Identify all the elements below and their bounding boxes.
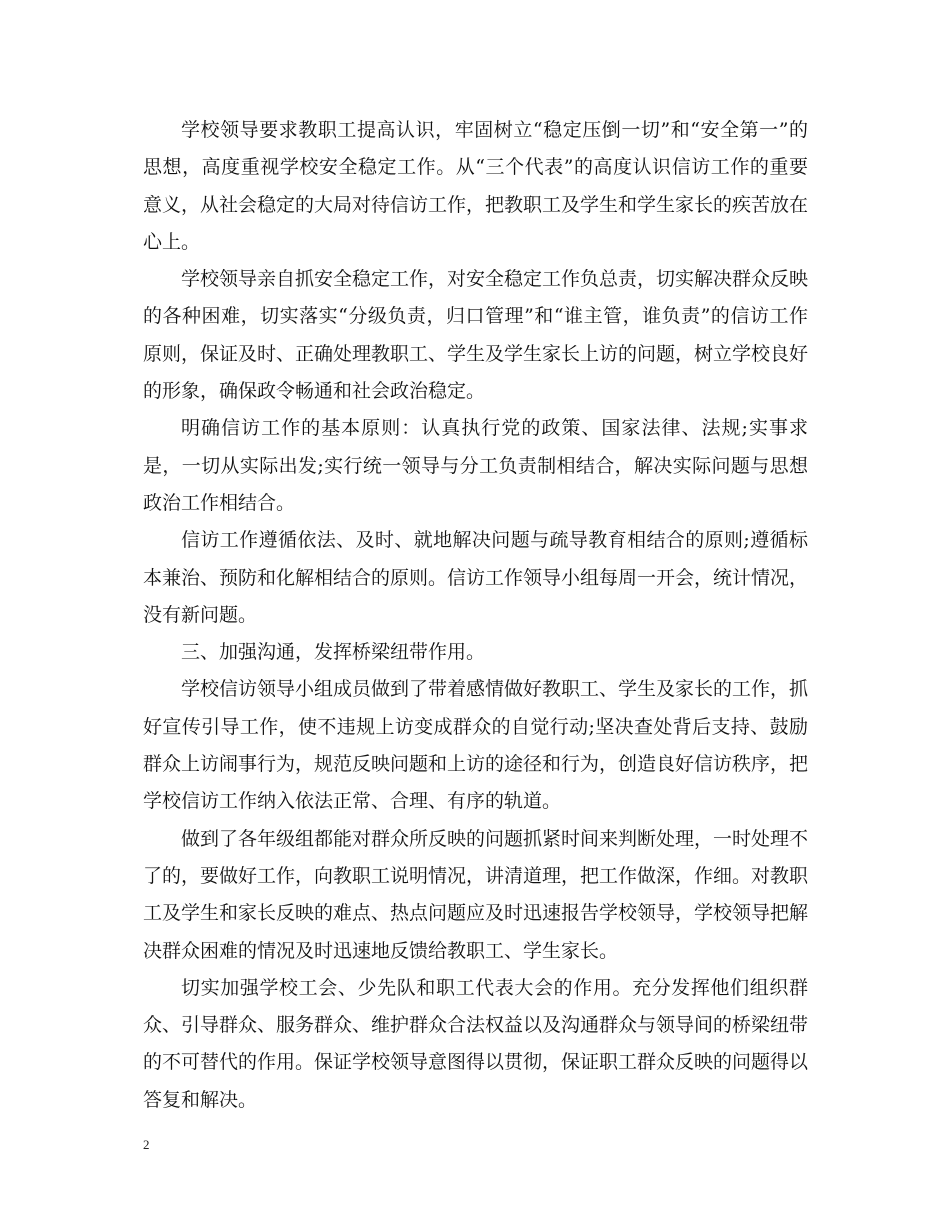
paragraph: 学校领导亲自抓安全稳定工作，对安全稳定工作负总责，切实解决群众反映的各种困难，切实落实“分级负责，归口管理”和“谁主管，谁负责”的信访工作原则，保证及时、正确处理教职工、学生及学生家长上访的问题，树立学校良好的形象，确保政令畅通和社会政治稳定。: [143, 268, 809, 403]
paragraph: 学校信访领导小组成员做到了带着感情做好教职工、学生及家长的工作，抓好宣传引导工作，使不违规上访变成群众的自觉行动;坚决查处背后支持、鼓励群众上访闹事行为，规范反映问题和上访的途径和行为，创造良好信访秩序，把学校信访工作纳入依法正常、合理、有序的轨道。: [143, 678, 809, 813]
paragraph: 切实加强学校工会、少先队和职工代表大会的作用。充分发挥他们组织群众、引导群众、服务群众、维护群众合法权益以及沟通群众与领导间的桥梁纽带的不可替代的作用。保证学校领导意图得以贯彻，保证职工群众反映的问题得以答复和解决。: [143, 976, 809, 1111]
paragraph: 信访工作遵循依法、及时、就地解决问题与疏导教育相结合的原则;遵循标本兼治、预防和化解相结合的原则。信访工作领导小组每周一开会，统计情况，没有新问题。: [143, 529, 809, 626]
page-number: 2: [143, 1137, 150, 1152]
paragraph: 明确信访工作的基本原则：认真执行党的政策、国家法律、法规;实事求是，一切从实际出发;实行统一领导与分工负责制相结合，解决实际问题与思想政治工作相结合。: [143, 417, 808, 514]
paragraph: 学校领导要求教职工提高认识，牢固树立“稳定压倒一切”和“安全第一”的思想，高度重视学校安全稳定工作。从“三个代表”的高度认识信访工作的重要意义，从社会稳定的大局对待信访工作，把教职工及学生和学生家长的疾苦放在心上。: [143, 119, 809, 253]
paragraph: 做到了各年级组都能对群众所反映的问题抓紧时间来判断处理，一时处理不了的，要做好工作，向教职工说明情况，讲清道理，把工作做深，作细。对教职工及学生和家长反映的难点、热点问题应及时迅速报告学校领导，学校领导把解决群众困难的情况及时迅速地反馈给教职工、学生家长。: [143, 827, 809, 962]
document-body: [143, 112, 808, 1119]
section-heading: 三、加强沟通，发挥桥梁纽带作用。: [181, 641, 486, 664]
